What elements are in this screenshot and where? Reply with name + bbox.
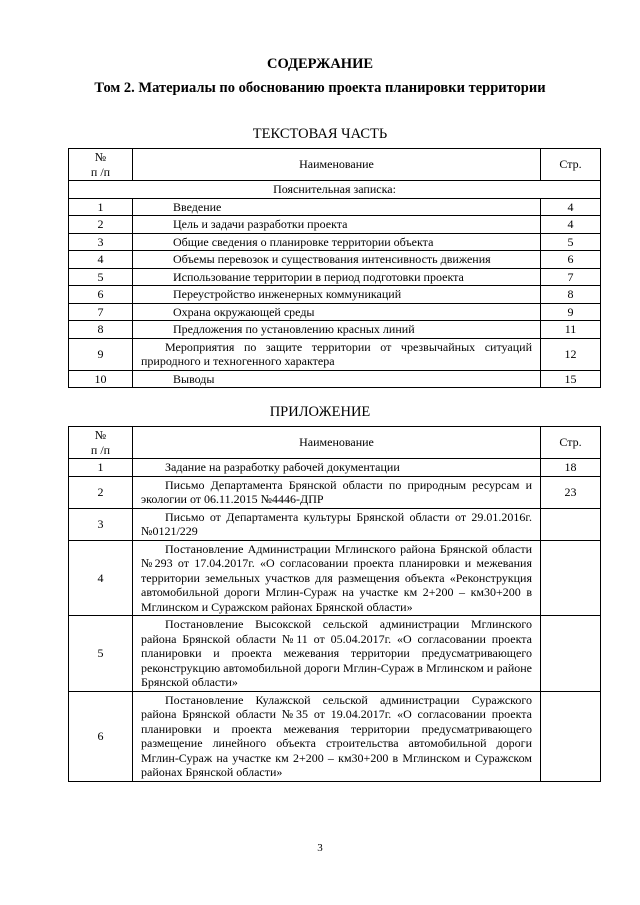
row-name: Выводы bbox=[133, 370, 541, 388]
row-page: 7 bbox=[541, 268, 601, 286]
table-row bbox=[69, 198, 601, 216]
column-header-number: № п /п bbox=[69, 149, 133, 181]
row-number: 1 bbox=[69, 459, 133, 477]
table-row bbox=[69, 286, 601, 304]
row-name: Цель и задачи разработки проекта bbox=[133, 216, 541, 234]
row-page bbox=[541, 691, 601, 781]
row-name: Письмо от Департамента культуры Брянской области от 29.01.2016г. №0121/229 bbox=[133, 508, 541, 540]
row-page: 23 bbox=[541, 476, 601, 508]
row-name: Письмо Департамента Брянской области по природным ресурсам и экологии от 06.11.2015 №4446-ДПР bbox=[133, 476, 541, 508]
row-number: 4 bbox=[69, 251, 133, 269]
document-subtitle: Том 2. Материалы по обоснованию проекта планировки территории bbox=[94, 80, 546, 96]
row-number: 2 bbox=[69, 216, 133, 234]
table-row bbox=[69, 370, 601, 388]
row-number: 8 bbox=[69, 321, 133, 339]
row-number: 5 bbox=[69, 268, 133, 286]
column-header-page: Стр. bbox=[541, 149, 601, 181]
table-header-row bbox=[69, 149, 601, 181]
table-row bbox=[69, 338, 601, 370]
row-number: 2 bbox=[69, 476, 133, 508]
table-row bbox=[69, 303, 601, 321]
row-number: 7 bbox=[69, 303, 133, 321]
table-row bbox=[69, 508, 601, 540]
row-page: 15 bbox=[541, 370, 601, 388]
row-page: 11 bbox=[541, 321, 601, 339]
row-name: Охрана окружающей среды bbox=[133, 303, 541, 321]
appendix-section-table bbox=[68, 426, 601, 782]
table-row bbox=[69, 691, 601, 781]
row-page: 12 bbox=[541, 338, 601, 370]
row-number: 9 bbox=[69, 338, 133, 370]
row-number: 6 bbox=[69, 286, 133, 304]
row-number: 3 bbox=[69, 233, 133, 251]
row-name: Общие сведения о планировке территории объекта bbox=[133, 233, 541, 251]
table-row bbox=[69, 540, 601, 616]
table-row bbox=[69, 251, 601, 269]
column-header-name: Наименование bbox=[133, 427, 541, 459]
row-name: Предложения по установлению красных линий bbox=[133, 321, 541, 339]
text-section-table bbox=[68, 148, 601, 388]
row-number: 3 bbox=[69, 508, 133, 540]
row-page bbox=[541, 616, 601, 692]
table-header-row bbox=[69, 427, 601, 459]
group-row bbox=[69, 181, 601, 199]
table-row bbox=[69, 321, 601, 339]
table-row bbox=[69, 616, 601, 692]
row-name: Объемы перевозок и существования интенсивность движения bbox=[133, 251, 541, 269]
row-name: Постановление Администрации Мглинского района Брянской области №293 от 17.04.2017г. «О согласовании проекта планировки и межевания территории земельных участков для размещения объекта «Реконструкция автомобильной дороги Мглин-Сураж на участке км 2+200 – км30+200 в Мглинском и Суражском районах Брянской области» bbox=[133, 540, 541, 616]
table-row bbox=[69, 459, 601, 477]
page-number: 3 bbox=[317, 842, 323, 854]
column-header-page: Стр. bbox=[541, 427, 601, 459]
row-page: 5 bbox=[541, 233, 601, 251]
row-name: Постановление Кулажской сельской администрации Суражского района Брянской области №35 от 19.04.2017г. «О согласовании проекта планировки и проекта межевания территории предусматривающего размещение линейного объекта строительства автомобильной дороги Мглин-Сураж на участке км 2+200 – км30+200 в Мглинском и Суражском районах Брянской области» bbox=[133, 691, 541, 781]
table-row bbox=[69, 476, 601, 508]
row-page: 4 bbox=[541, 216, 601, 234]
column-header-name: Наименование bbox=[133, 149, 541, 181]
row-page: 4 bbox=[541, 198, 601, 216]
row-number: 6 bbox=[69, 691, 133, 781]
row-page: 6 bbox=[541, 251, 601, 269]
row-name: Использование территории в период подготовки проекта bbox=[133, 268, 541, 286]
table-row bbox=[69, 268, 601, 286]
row-number: 4 bbox=[69, 540, 133, 616]
row-number: 10 bbox=[69, 370, 133, 388]
row-page bbox=[541, 508, 601, 540]
table-row bbox=[69, 233, 601, 251]
row-name: Переустройство инженерных коммуникаций bbox=[133, 286, 541, 304]
row-page bbox=[541, 540, 601, 616]
row-page: 18 bbox=[541, 459, 601, 477]
column-header-number: № п /п bbox=[69, 427, 133, 459]
group-label: Пояснительная записка: bbox=[69, 181, 601, 199]
row-page: 9 bbox=[541, 303, 601, 321]
row-name: Постановление Высокской сельской администрации Мглинского района Брянской области №11 от 05.04.2017г. «О согласовании проекта планировки и проекта межевания территории предусматривающего реконструкцию автомобильной дороги Мглин-Сураж в Мглинском и районе Брянской области» bbox=[133, 616, 541, 692]
row-number: 1 bbox=[69, 198, 133, 216]
row-name: Задание на разработку рабочей документации bbox=[133, 459, 541, 477]
row-name: Введение bbox=[133, 198, 541, 216]
row-name: Мероприятия по защите территории от чрезвычайных ситуаций природного и техногенного характера bbox=[133, 338, 541, 370]
text-section-heading: ТЕКСТОВАЯ ЧАСТЬ bbox=[252, 126, 388, 142]
appendix-section-heading: ПРИЛОЖЕНИЕ bbox=[269, 404, 371, 420]
row-number: 5 bbox=[69, 616, 133, 692]
document-title: СОДЕРЖАНИЕ bbox=[266, 56, 374, 72]
table-row bbox=[69, 216, 601, 234]
row-page: 8 bbox=[541, 286, 601, 304]
